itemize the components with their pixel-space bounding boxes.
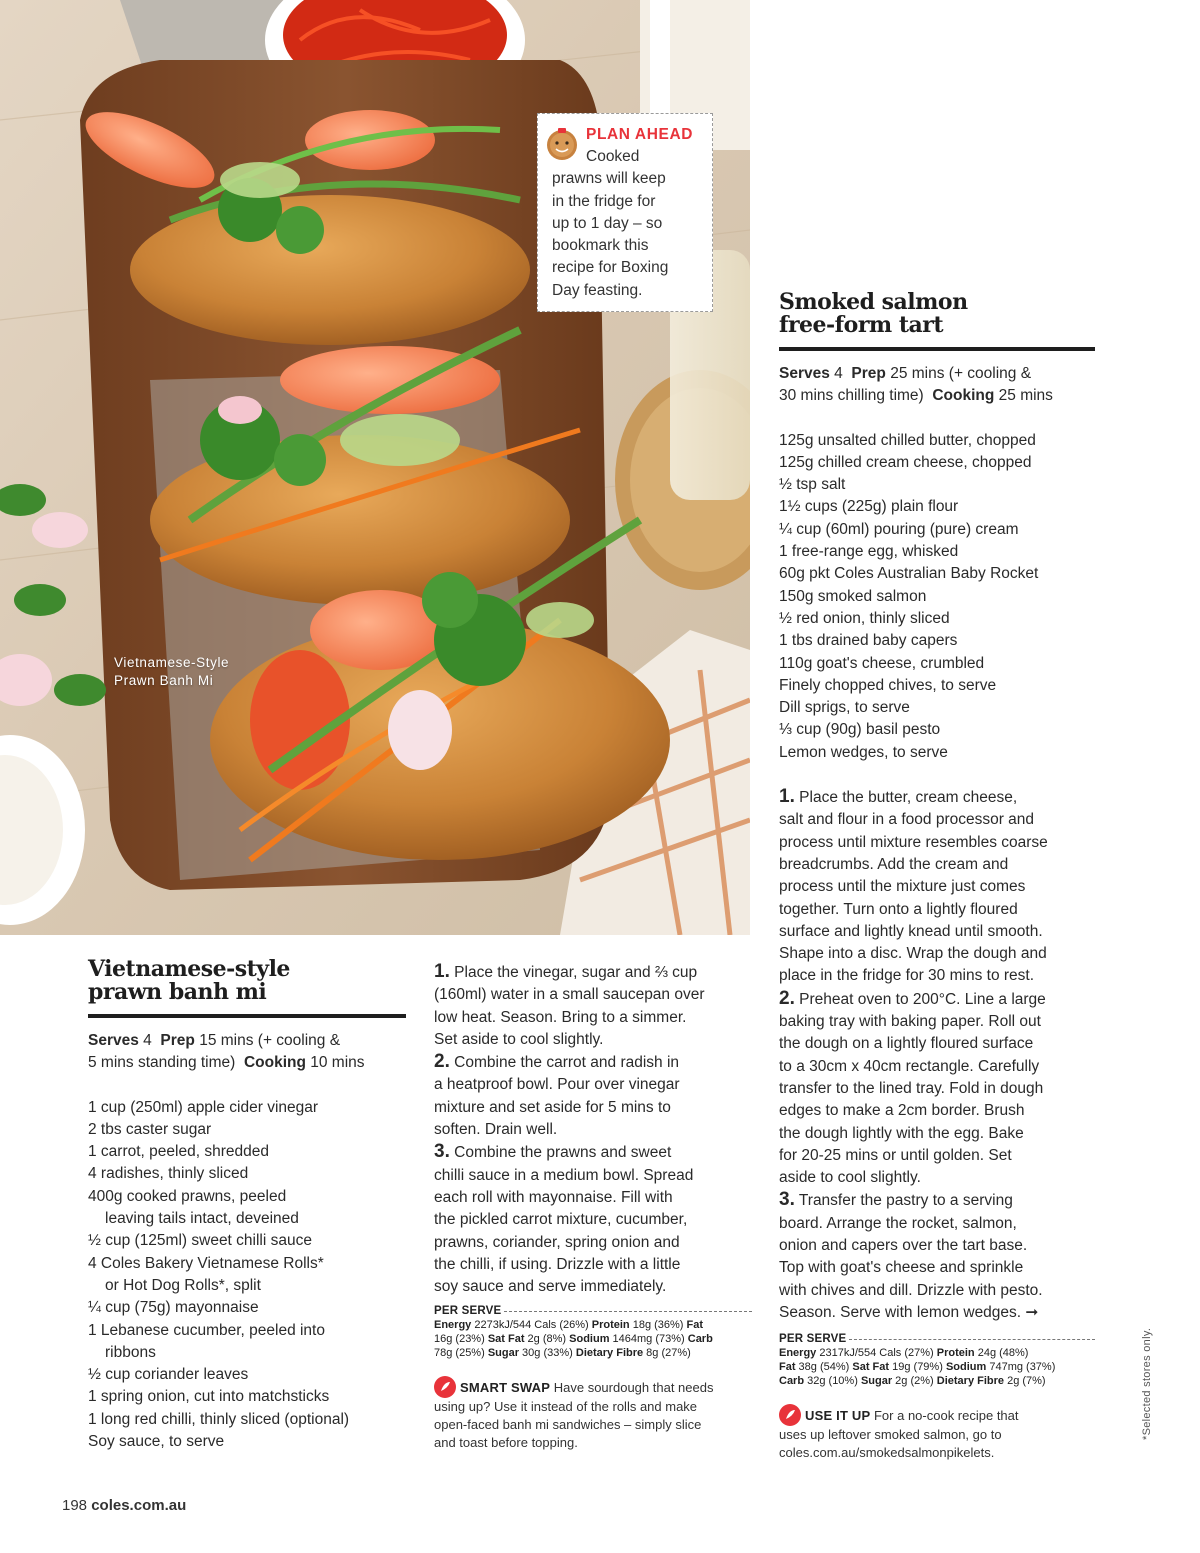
ingredient: 1½ cups (225g) plain flour [779,498,959,516]
ingredient: 125g unsalted chilled butter, chopped [779,431,1036,449]
dashed-rule [849,1339,1095,1340]
nutrient-label: Carb [779,1375,805,1388]
selected-stores-note: *Selected stores only. [1141,1327,1153,1440]
ingredient: 2 tbs caster sugar [88,1120,212,1138]
step-text: with chives and dill. Drizzle with pesto. [779,1281,1043,1299]
nutrient-label: Fat [686,1319,704,1332]
banh-mi-recipe [88,958,406,1453]
step-text: place in the fridge for 30 mins to rest. [779,967,1035,985]
plan-ahead-line: Cooked [586,148,640,165]
ingredient: 1 free-range egg, whisked [779,543,959,561]
nutrition-line [434,1332,752,1346]
method-step [779,786,1095,988]
method-step [434,1051,752,1141]
step-text: the pickled carrot mixture, cucumber, [434,1211,688,1229]
ingredient: ½ cup coriander leaves [88,1366,249,1384]
step-number: 2. [779,987,795,1009]
ingredient: 125g chilled cream cheese, chopped [779,453,1032,471]
plan-ahead-line: bookmark this [552,237,649,255]
nutrient-label: Sugar [487,1347,519,1360]
ingredient: ¼ cup (60ml) pouring (pure) cream [779,520,1019,538]
ingredient: ribbons [105,1343,156,1361]
tip-badge-icon [779,1404,801,1426]
prep-value-cont: 5 mins standing time) [88,1054,236,1072]
page-number: 198 [62,1497,88,1514]
method-step [434,1141,752,1298]
meta-line-1 [779,363,1095,385]
step-text: soy sauce and serve immediately. [434,1278,667,1296]
smart-swap-tip [434,1376,752,1452]
ingredient: or Hot Dog Rolls*, split [105,1276,261,1294]
nutrition-label: PER SERVE [779,1333,847,1346]
dashed-rule [504,1311,752,1312]
serves-value: 4 [834,365,843,382]
tip-text: coles.com.au/smokedsalmonpikelets. [779,1445,995,1461]
step-text: Combine the prawns and sweet [449,1144,672,1162]
cooking-label: Cooking [932,387,995,405]
nutrient-value: 16g (23%) [434,1333,488,1346]
step-text: aside to cool slightly. [779,1169,921,1187]
ingredient: 1 carrot, peeled, shredded [88,1143,269,1161]
recipe-title-line-1: Smoked salmon [779,289,968,315]
nutrient-label: Carb [687,1333,713,1346]
step-text: salt and flour in a food processor and [779,811,1035,829]
step-text: the dough lightly with the egg. Bake [779,1124,1024,1142]
ingredient-list [779,430,1095,764]
nutrient-label: Sodium [945,1361,987,1374]
step-text: baking tray with baking paper. Roll out [779,1013,1041,1031]
step-text: edges to make a 2cm border. Brush [779,1102,1025,1120]
nutrient-label: Dietary Fibre [936,1375,1005,1388]
nutrient-value: 2g (7%) [1004,1375,1046,1388]
ingredient: Lemon wedges, to serve [779,743,948,761]
ingredient: ½ tsp salt [779,476,846,494]
tip-text: and toast before topping. [434,1435,578,1451]
nutrition-line [779,1374,1095,1388]
nutrient-value: 747mg (37%) [986,1361,1056,1374]
ingredient: 1 tbs drained baby capers [779,632,958,650]
footer-site-link[interactable]: coles.com.au [91,1497,187,1514]
plan-ahead-line: recipe for Boxing [552,259,669,277]
recipe-meta [88,1030,406,1075]
serves-label: Serves [88,1032,139,1049]
nutrient-value: 30g (33%) [519,1347,576,1360]
step-text: transfer to the lined tray. Fold in dough [779,1079,1044,1097]
ingredient: 4 Coles Bakery Vietnamese Rolls* [88,1254,324,1272]
use-it-up-tip [779,1404,1095,1462]
ingredient: ½ red onion, thinly sliced [779,609,950,627]
plan-ahead-line: up to 1 day – so [552,214,663,232]
plan-ahead-title: PLAN AHEAD [586,126,694,143]
plan-ahead-line: in the fridge for [552,192,656,210]
serves-value: 4 [143,1032,152,1049]
nutrition-line [434,1346,752,1360]
ingredient: 1 cup (250ml) apple cider vinegar [88,1098,319,1116]
step-text: each roll with mayonnaise. Fill with [434,1188,673,1206]
nutrition-line [779,1360,1095,1374]
gingerbread-icon [544,125,580,161]
nutrient-value: 38g (54%) [795,1361,853,1374]
nutrition-header [779,1332,1095,1346]
title-rule [779,347,1095,351]
tip-text: using up? Use it instead of the rolls and make [434,1399,698,1415]
salmon-tart-recipe [779,291,1095,1462]
nutrient-label: Protein [936,1347,975,1360]
title-rule [88,1014,406,1018]
page-footer [62,1497,186,1514]
step-text: (160ml) water in a small saucepan over [434,986,705,1004]
step-text: process until the mixture just comes [779,878,1026,896]
ingredient: 110g goat's cheese, crumbled [779,654,985,672]
step-number: 3. [779,1189,795,1211]
prep-value: 25 mins (+ cooling & [890,365,1032,382]
recipe-title-line-1: Vietnamese-style [88,956,290,982]
step-text: together. Turn onto a lightly floured [779,900,1018,918]
ingredient: ⅓ cup (90g) basil pesto [779,721,941,739]
step-text: chilli sauce in a medium bowl. Spread [434,1166,694,1184]
step-text: onion and capers over the tart base. [779,1236,1028,1254]
banh-mi-method-column [434,961,752,1452]
ingredient: leaving tails intact, deveined [105,1210,299,1228]
method-step [434,961,752,1051]
meta-line-2 [88,1052,406,1074]
step-text: prawns, coriander, spring onion and [434,1233,680,1251]
food-photo [0,0,750,935]
nutrient-label: Protein [591,1319,630,1332]
nutrient-value: 24g (48%) [974,1347,1029,1360]
step-text: for 20-25 mins or until golden. Set [779,1146,1012,1164]
ingredient-list [88,1097,406,1454]
method-steps [434,961,752,1298]
nutrient-value: 2g (8%) [524,1333,570,1346]
ingredient: ¼ cup (75g) mayonnaise [88,1299,259,1317]
step-text: Combine the carrot and radish in [449,1054,680,1072]
nutrient-label: Energy [434,1319,472,1332]
step-text: Shape into a disc. Wrap the dough and [779,945,1047,963]
ingredient: Soy sauce, to serve [88,1433,225,1451]
ingredient: 400g cooked prawns, peeled [88,1187,287,1205]
recipe-meta [779,363,1095,408]
nutrient-value: 1464mg (73%) [609,1333,688,1346]
ingredient: 1 Lebanese cucumber, peeled into [88,1321,325,1339]
step-text: soften. Drain well. [434,1121,558,1139]
tip-text: For a no-cook recipe that [870,1408,1019,1424]
prep-label: Prep [160,1032,195,1049]
step-text: the dough on a lightly floured surface [779,1035,1034,1053]
step-number: 2. [434,1051,450,1073]
tip-text: Have sourdough that needs [550,1380,714,1396]
nutrition-info [434,1304,752,1360]
ingredient: 1 spring onion, cut into matchsticks [88,1388,330,1406]
step-text: Season. Serve with lemon wedges. ➞ [779,1303,1039,1321]
meta-line-2 [779,385,1095,407]
nutrient-label: Dietary Fibre [575,1347,644,1360]
method-step [779,988,1095,1190]
ingredient: Finely chopped chives, to serve [779,676,997,694]
step-text: Top with goat's cheese and sprinkle [779,1259,1024,1277]
nutrient-value: 18g (36%) [629,1319,687,1332]
nutrient-value: 2g (2%) [892,1375,937,1388]
nutrient-label: Sat Fat [852,1361,890,1374]
step-number: 1. [779,786,795,808]
nutrient-label: Sodium [569,1333,610,1346]
cooking-value: 25 mins [998,387,1053,405]
step-text: Set aside to cool slightly. [434,1030,604,1048]
nutrition-info [779,1332,1095,1388]
nutrient-value: 19g (79%) [889,1361,946,1374]
recipe-title [779,291,1095,337]
ingredient: 4 radishes, thinly sliced [88,1165,249,1183]
nutrient-label: Energy [779,1347,817,1360]
plan-ahead-line: Day feasting. [552,281,643,299]
nutrient-value: 8g (27%) [643,1347,691,1360]
nutrient-label: Fat [779,1361,796,1374]
prep-value-cont: 30 mins chilling time) [779,387,924,405]
step-text: Place the vinegar, sugar and ⅔ cup [449,964,698,981]
serves-label: Serves [779,365,830,382]
ingredient: 150g smoked salmon [779,587,927,605]
nutrition-header [434,1304,752,1318]
prep-label: Prep [851,365,886,382]
step-number: 1. [434,961,450,982]
method-step [779,1189,1095,1324]
step-text: process until mixture resembles coarse [779,833,1048,851]
cooking-value: 10 mins [310,1054,365,1072]
step-text: surface and lightly knead until smooth. [779,922,1043,940]
photo-caption-line-1: Vietnamese-Style [114,655,230,670]
plan-ahead-box [537,113,713,312]
step-text: Place the butter, cream cheese, [794,789,1018,807]
plan-ahead-header [552,124,700,168]
tip-badge-icon [434,1376,456,1398]
recipe-title-line-2: prawn banh mi [88,979,267,1005]
ingredient: ½ cup (125ml) sweet chilli sauce [88,1232,312,1250]
step-text: mixture and set aside for 5 mins to [434,1098,671,1116]
photo-caption-line-2: Prawn Banh Mi [114,673,214,688]
nutrition-line [779,1346,1095,1360]
meta-line-1 [88,1030,406,1052]
step-text: to a 30cm x 40cm rectangle. Carefully [779,1057,1040,1075]
step-text: a heatproof bowl. Pour over vinegar [434,1076,680,1094]
step-text: Preheat oven to 200°C. Line a large [794,990,1046,1008]
step-number: 3. [434,1141,450,1163]
cooking-label: Cooking [243,1054,306,1072]
nutrient-value: 32g (10%) [804,1375,861,1388]
nutrition-line [434,1318,752,1332]
step-text: board. Arrange the rocket, salmon, [779,1214,1017,1232]
nutrient-value: 2273kJ/544 Cals (26%) [471,1319,592,1332]
nutrition-label: PER SERVE [434,1305,502,1318]
prep-value: 15 mins (+ cooling & [199,1032,341,1049]
plan-ahead-line: prawns will keep [552,170,666,188]
method-steps [779,786,1095,1324]
nutrient-value: 78g (25%) [434,1347,488,1360]
tip-text: open-faced banh mi sandwiches – simply slice [434,1417,702,1433]
ingredient: Dill sprigs, to serve [779,699,910,717]
recipe-title-line-2: free-form tart [779,312,944,338]
tip-text: uses up leftover smoked salmon, go to [779,1427,1002,1443]
tip-title: SMART SWAP [460,1380,551,1396]
tip-title: USE IT UP [805,1408,871,1424]
nutrient-value: 2317kJ/554 Cals (27%) [816,1347,937,1360]
nutrient-label: Sat Fat [487,1333,525,1346]
step-text: low heat. Season. Bring to a simmer. [434,1008,687,1026]
ingredient: 60g pkt Coles Australian Baby Rocket [779,565,1039,583]
recipe-title [88,958,406,1004]
step-text: Transfer the pastry to a serving [794,1192,1013,1210]
step-text: breadcrumbs. Add the cream and [779,855,1009,873]
nutrient-label: Sugar [860,1375,893,1388]
ingredient: 1 long red chilli, thinly sliced (optional) [88,1410,350,1428]
step-text: the chilli, if using. Drizzle with a little [434,1255,681,1273]
photo-caption [114,654,229,690]
